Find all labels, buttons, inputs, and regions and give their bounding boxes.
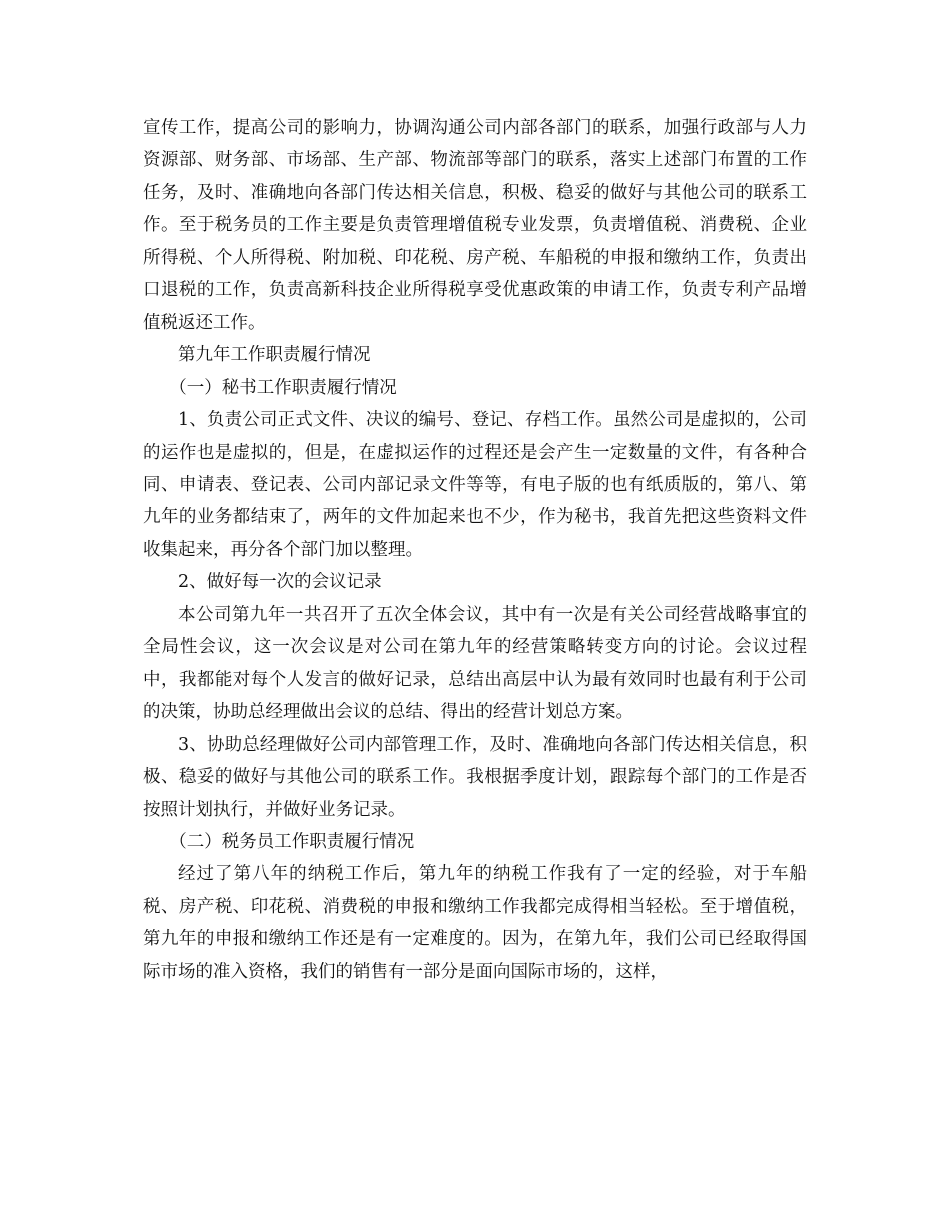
subheading-secretary-duties: （一）秘书工作职责履行情况 [169,377,397,398]
paragraph-internal-management: 3、协助总经理做好公司内部管理工作，及时、准确地向各部门传达相关信息，积极、稳妥的做好与其他公司的联系工作。我根据季度计划，跟踪每个部门的工作是否按照计划执行，并做好业务记录。 [143,734,807,820]
paragraph-meeting-records-title: 2、做好每一次的会议记录 [178,572,382,593]
paragraph-tax-work: 经过了第八年的纳税工作后，第九年的纳税工作我有了一定的经验，对于车船税、房产税、印花税、消费税的申报和缴纳工作我都完成得相当轻松。至于增值税，第九年的申报和缴纳工作还是有一定难度的。因为，在第九年，我们公司已经取得国际市场的准入资格，我们的销售有一部分是面向国际市场的，这样， [143,864,807,982]
paragraph-meeting-records: 本公司第九年一共召开了五次全体会议，其中有一次是有关公司经营战略事宜的全局性会议，这一次会议是对公司在第九年的经营策略转变方向的讨论。会议过程中，我都能对每个人发言的做好记录，总结出高层中认为最有效同时也最有利于公司的决策，协助总经理做出会议的总结、得出的经营计划总方案。 [143,604,807,723]
paragraph-intro: 宣传工作，提高公司的影响力，协调沟通公司内部各部门的联系，加强行政部与人力资源部、财务部、市场部、生产部、物流部等部门的联系，落实上述部门布置的工作任务，及时、准确地向各部门传达相关信息，积极、稳妥的做好与其他公司的联系工作。至于税务员的工作主要是负责管理增值税专业发票，负责增值税、消费税、企业所得税、个人所得税、附加税、印花税、房产税、车船税的申报和缴纳工作，负责出口退税的工作，负责高新科技企业所得税享受优惠政策的申请工作，负责专利产品增值税返还工作。 [143,118,807,333]
document-body [143,112,807,988]
heading-year-nine-duties: 第九年工作职责履行情况 [178,345,371,366]
paragraph-document-archiving: 1、负责公司正式文件、决议的编号、登记、存档工作。虽然公司是虚拟的，公司的运作也是虚拟的，但是，在虚拟运作的过程还是会产生一定数量的文件，有各种合同、申请表、登记表、公司内部记录文件等等，有电子版的也有纸质版的，第八、第九年的业务都结束了，两年的文件加起来也不少，作为秘书，我首先把这些资料文件收集起来，再分各个部门加以整理。 [143,410,807,560]
subheading-tax-duties: （二）税务员工作职责履行情况 [169,831,415,852]
